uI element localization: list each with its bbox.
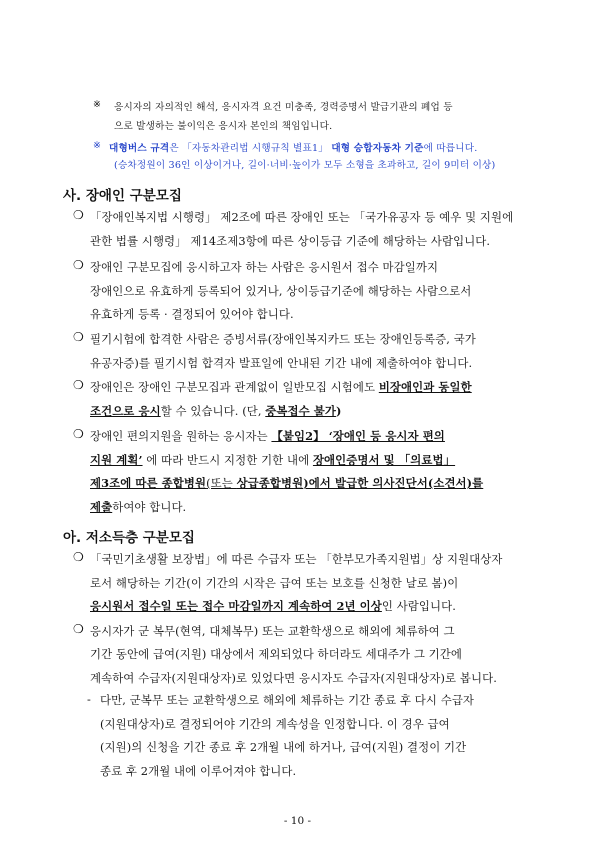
section-heading: 아. 저소득층 구분모집 [63, 530, 195, 546]
note-text: 으로 발생하는 불이익은 응시자 본인의 책임입니다. [114, 121, 333, 132]
note-mark: ※ [93, 140, 102, 151]
bullet-icon: ❍ [73, 208, 84, 222]
bullet-icon: ❍ [73, 622, 84, 636]
dash-mark: - [87, 692, 91, 706]
note-text: 응시자의 자의적인 해석, 응시자격 요건 미충족, 경력증명서 발급기관의 폐업 등 [114, 102, 453, 113]
page-number: - 10 - [283, 815, 312, 827]
note-text: (승차정원이 36인 이상이거나, 길이·너비·높이가 모두 소형을 초과하고, 길이 9미터 이상) [114, 160, 496, 171]
section-heading: 사. 장애인 구분모집 [63, 188, 182, 204]
bullet-icon: ❍ [73, 550, 84, 564]
bullet-icon: ❍ [73, 258, 84, 272]
bullet-icon: ❍ [73, 378, 84, 392]
bullet-icon: ❍ [73, 330, 84, 344]
bullet-icon: ❍ [73, 427, 84, 441]
note-text: 대형버스 규격은 「자동차관리법 시행규칙 별표1」 대형 승합자동차 기준에 따릅니다. [109, 143, 478, 154]
note-mark: ※ [93, 99, 102, 110]
